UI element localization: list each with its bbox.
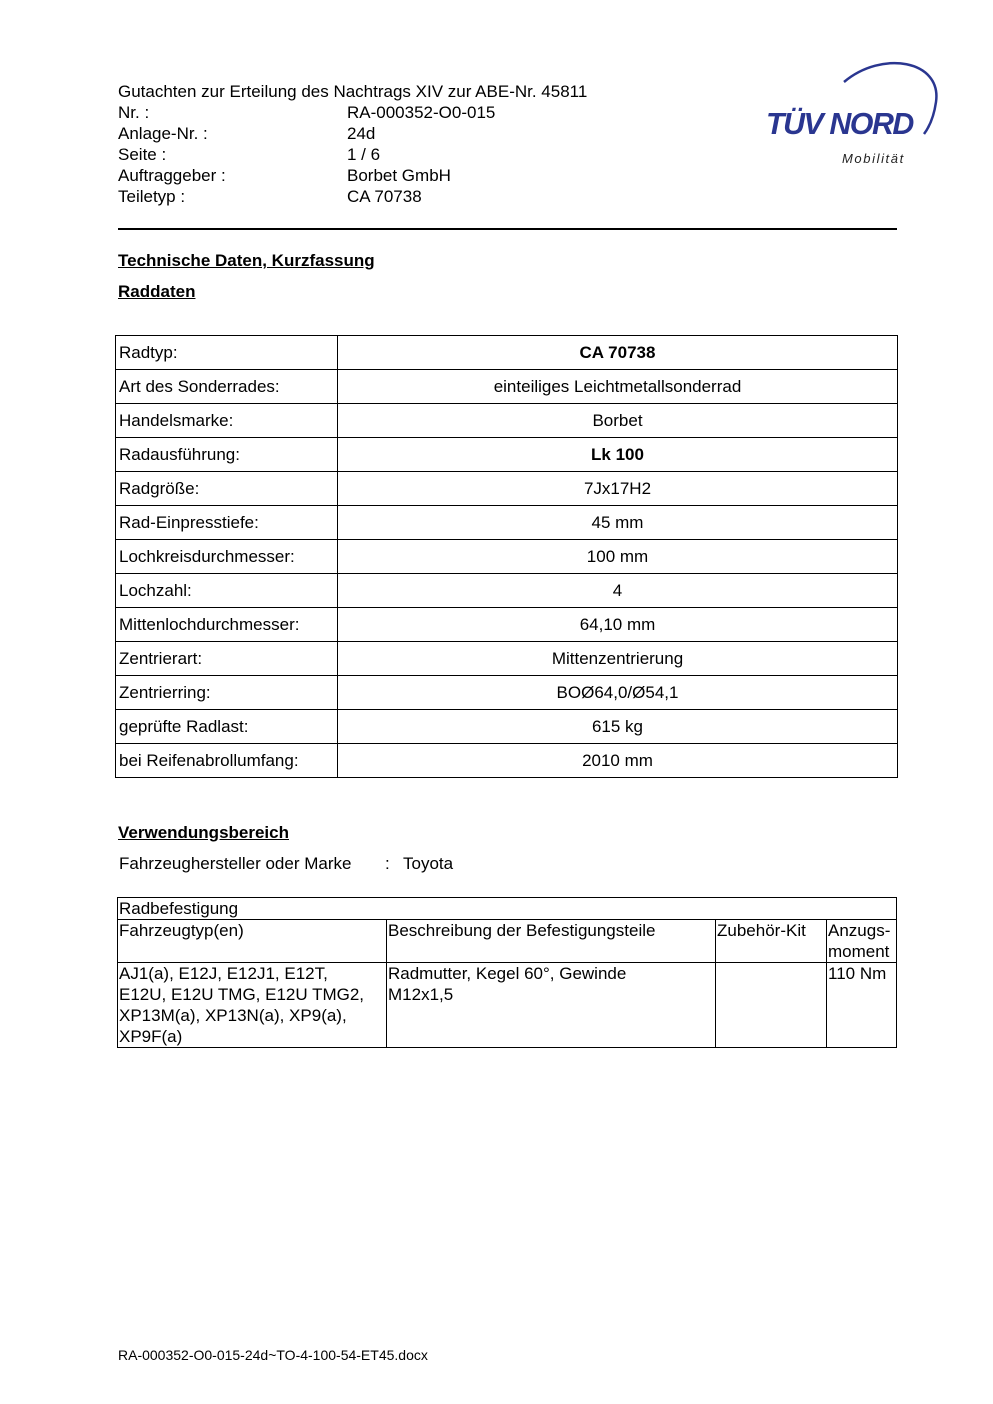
meta-label: Teiletyp :	[118, 187, 186, 206]
row-label: Radgröße:	[116, 472, 338, 506]
column-header-moment	[827, 920, 897, 963]
row-value: Mittenzentrierung	[338, 642, 898, 676]
meta-row-nr	[118, 102, 587, 123]
cell-line: XP9F(a)	[119, 1027, 183, 1046]
torque-cell: 110 Nm	[827, 963, 897, 1048]
row-value: Lk 100	[338, 438, 898, 472]
header-line: Anzugs-	[828, 921, 891, 940]
logo-wordmark: TÜV NORD	[766, 106, 913, 141]
table-row	[116, 608, 898, 642]
section-heading-verwendung: Verwendungsbereich	[118, 823, 289, 842]
row-label: Radtyp:	[116, 336, 338, 370]
column-header: Zubehör-Kit	[716, 920, 827, 963]
header-line: moment	[828, 942, 890, 961]
meta-label: Anlage-Nr. :	[118, 124, 208, 143]
header-divider	[118, 228, 897, 230]
manufacturer-colon: :	[385, 854, 390, 873]
table-row	[116, 710, 898, 744]
meta-row-seite	[118, 144, 587, 165]
row-value: Borbet	[338, 404, 898, 438]
cell-line: XP13M(a), XP13N(a), XP9(a),	[119, 1006, 347, 1025]
manufacturer-value: Toyota	[403, 854, 454, 873]
row-value: 45 mm	[338, 506, 898, 540]
meta-value: 24d	[347, 124, 376, 143]
tuev-nord-logo	[762, 58, 942, 174]
table-row	[116, 438, 898, 472]
table-row	[116, 336, 898, 370]
row-label: bei Reifenabrollumfang:	[116, 744, 338, 778]
row-label: geprüfte Radlast:	[116, 710, 338, 744]
row-label: Zentrierring:	[116, 676, 338, 710]
table-row	[118, 963, 897, 1048]
fastener-description-cell	[387, 963, 716, 1048]
radbefestigung-table	[117, 897, 897, 1048]
table-row	[116, 370, 898, 404]
row-value: einteiliges Leichtmetallsonderrad	[338, 370, 898, 404]
meta-label: Seite :	[118, 145, 167, 164]
meta-row-teiletyp	[118, 186, 587, 207]
table-header-row	[118, 920, 897, 963]
column-header: Fahrzeugtyp(en)	[118, 920, 387, 963]
meta-value: CA 70738	[347, 187, 422, 206]
table-row	[116, 506, 898, 540]
section-heading-raddaten: Raddaten	[118, 282, 196, 301]
manufacturer-label: Fahrzeughersteller oder Marke	[119, 854, 352, 873]
report-title: Gutachten zur Erteilung des Nachtrags XIV zur ABE-Nr. 45811	[118, 82, 588, 101]
footer-filename: RA-000352-O0-015-24d~TO-4-100-54-ET45.docx	[118, 1347, 428, 1363]
row-value: BOØ64,0/Ø54,1	[338, 676, 898, 710]
section-heading-tech: Technische Daten, Kurzfassung	[118, 251, 375, 270]
table-title: Radbefestigung	[118, 898, 897, 920]
row-value: CA 70738	[338, 336, 898, 370]
table-row	[116, 574, 898, 608]
row-label: Mittenlochdurchmesser:	[116, 608, 338, 642]
raddaten-table	[115, 335, 898, 778]
table-title-row	[118, 898, 897, 920]
table-row	[116, 472, 898, 506]
row-label: Handelsmarke:	[116, 404, 338, 438]
cell-line: Radmutter, Kegel 60°, Gewinde	[388, 964, 627, 983]
table-row	[116, 642, 898, 676]
meta-value: 1 / 6	[347, 145, 381, 164]
logo-subtitle: Mobilität	[842, 151, 905, 166]
table-row	[116, 744, 898, 778]
row-label: Lochkreisdurchmesser:	[116, 540, 338, 574]
accessory-kit-cell	[716, 963, 827, 1048]
meta-value: Borbet GmbH	[347, 166, 451, 185]
table-row	[116, 404, 898, 438]
cell-line: M12x1,5	[388, 985, 454, 1004]
meta-value: RA-000352-O0-015	[347, 103, 496, 122]
row-value: 4	[338, 574, 898, 608]
row-value: 7Jx17H2	[338, 472, 898, 506]
meta-row-anlage	[118, 123, 587, 144]
row-label: Rad-Einpresstiefe:	[116, 506, 338, 540]
meta-label: Nr. :	[118, 103, 150, 122]
row-label: Zentrierart:	[116, 642, 338, 676]
row-label: Art des Sonderrades:	[116, 370, 338, 404]
row-value: 100 mm	[338, 540, 898, 574]
cell-line: AJ1(a), E12J, E12J1, E12T,	[119, 964, 328, 983]
meta-row-auftraggeber	[118, 165, 587, 186]
cell-line: E12U, E12U TMG, E12U TMG2,	[119, 985, 365, 1004]
row-label: Radausführung:	[116, 438, 338, 472]
meta-label: Auftraggeber :	[118, 166, 226, 185]
vehicle-types-cell	[118, 963, 387, 1048]
table-row	[116, 676, 898, 710]
row-value: 615 kg	[338, 710, 898, 744]
row-label: Lochzahl:	[116, 574, 338, 608]
column-header: Beschreibung der Befestigungsteile	[387, 920, 716, 963]
row-value: 2010 mm	[338, 744, 898, 778]
manufacturer-line	[119, 854, 453, 874]
document-header	[118, 81, 587, 207]
table-row	[116, 540, 898, 574]
row-value: 64,10 mm	[338, 608, 898, 642]
